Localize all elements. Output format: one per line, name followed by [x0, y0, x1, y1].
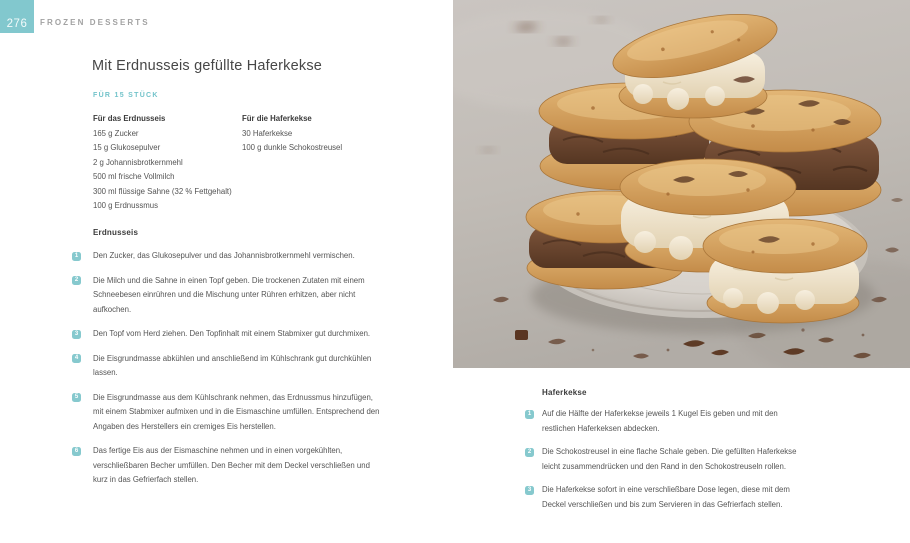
step-text: Auf die Hälfte der Haferkekse jeweils 1 Kugel Eis geben und mit den restlichen Haferkeksen abdecken. [542, 409, 778, 433]
step-text: Den Topf vom Herd ziehen. Den Topfinhalt mit einem Stabmixer gut durchmixen. [93, 329, 371, 338]
recipe-photo [453, 0, 910, 368]
section-heading-haferkekse: Haferkekse [542, 388, 587, 397]
step-item [72, 444, 442, 488]
step-item [72, 274, 442, 318]
step-number-badge: 6 [72, 447, 81, 456]
ingredient-group-erdnusseis [93, 112, 243, 214]
steps-list-erdnusseis [72, 249, 442, 488]
recipe-title: Mit Erdnusseis gefüllte Haferkekse [92, 58, 323, 74]
step-number-badge: 1 [72, 252, 81, 261]
recipe-yield: FÜR 15 STÜCK [93, 92, 159, 99]
step-number-badge: 3 [72, 330, 81, 339]
ingredient-item: 300 ml flüssige Sahne (32 % Fettgehalt) [93, 186, 232, 196]
ingredient-item: 500 ml frische Vollmilch [93, 172, 175, 181]
step-number-badge: 1 [525, 410, 534, 419]
ingredient-group-haferkekse [242, 112, 402, 156]
step-number-badge: 3 [525, 486, 534, 495]
steps-list-haferkekse [525, 407, 855, 512]
step-text: Die Eisgrundmasse aus dem Kühlschrank nehmen, das Erdnussmus hinzufügen, mit einem Stabmixer aufmixen und in die Eismaschine umfüllen. Entsprechend den Angaben des Herstellers ein cremiges Eis herstellen. [93, 392, 380, 431]
page-number: 276 [6, 18, 28, 30]
step-number-badge: 5 [72, 393, 81, 402]
step-number-badge: 2 [72, 276, 81, 285]
step-text: Die Eisgrundmasse abkühlen und anschließend im Kühlschrank gut durchkühlen lassen. [93, 353, 372, 377]
step-number-badge: 2 [525, 448, 534, 457]
step-text: Die Milch und die Sahne in einen Topf geben. Die trockenen Zutaten mit einem Schneebesen einrühren und die Mischung unter Rühren erhitzen, aber nicht aufkochen. [93, 275, 365, 314]
step-text: Die Haferkekse sofort in eine verschließbare Dose legen, diese mit dem Deckel verschließen und bis zum Servieren in das Gefrierfach stellen. [542, 485, 790, 509]
step-item [72, 249, 442, 264]
step-item [72, 391, 442, 435]
step-text: Das fertige Eis aus der Eismaschine nehmen und in einen vorgekühlten, verschließbaren Becher umfüllen. Den Becher mit dem Deckel verschließen und kurz in das Gefrierfach stellen. [93, 446, 370, 484]
chapter-header: FROZEN DESSERTS [40, 18, 150, 27]
ingredient-item: 100 g Erdnussmus [93, 201, 159, 210]
step-item [72, 327, 442, 342]
step-text: Den Zucker, das Glukosepulver und das Johannisbrotkernmehl vermischen. [93, 251, 355, 260]
step-item [72, 352, 442, 381]
step-text: Die Schokostreusel in eine flache Schale geben. Die gefüllten Haferkekse leicht zusammendrücken und den Rand in den Schokostreuseln rollen. [542, 447, 797, 471]
step-item [525, 483, 855, 512]
ingredient-item: 165 g Zucker [93, 128, 139, 138]
page-number-badge [0, 0, 34, 33]
ingredient-item: 100 g dunkle Schokostreusel [242, 143, 343, 152]
ingredient-item: 15 g Glukosepulver [93, 143, 161, 152]
ingredient-group-heading: Für die Haferkekse [242, 114, 312, 123]
step-item [525, 445, 855, 474]
ingredient-item: 2 g Johannisbrotkernmehl [93, 157, 183, 167]
section-heading-erdnusseis: Erdnusseis [93, 228, 139, 237]
ingredient-group-heading: Für das Erdnusseis [93, 114, 166, 123]
cookie-sandwich [703, 219, 867, 323]
ingredient-item: 30 Haferkekse [242, 128, 293, 138]
step-number-badge: 4 [72, 354, 81, 363]
step-item [525, 407, 855, 436]
